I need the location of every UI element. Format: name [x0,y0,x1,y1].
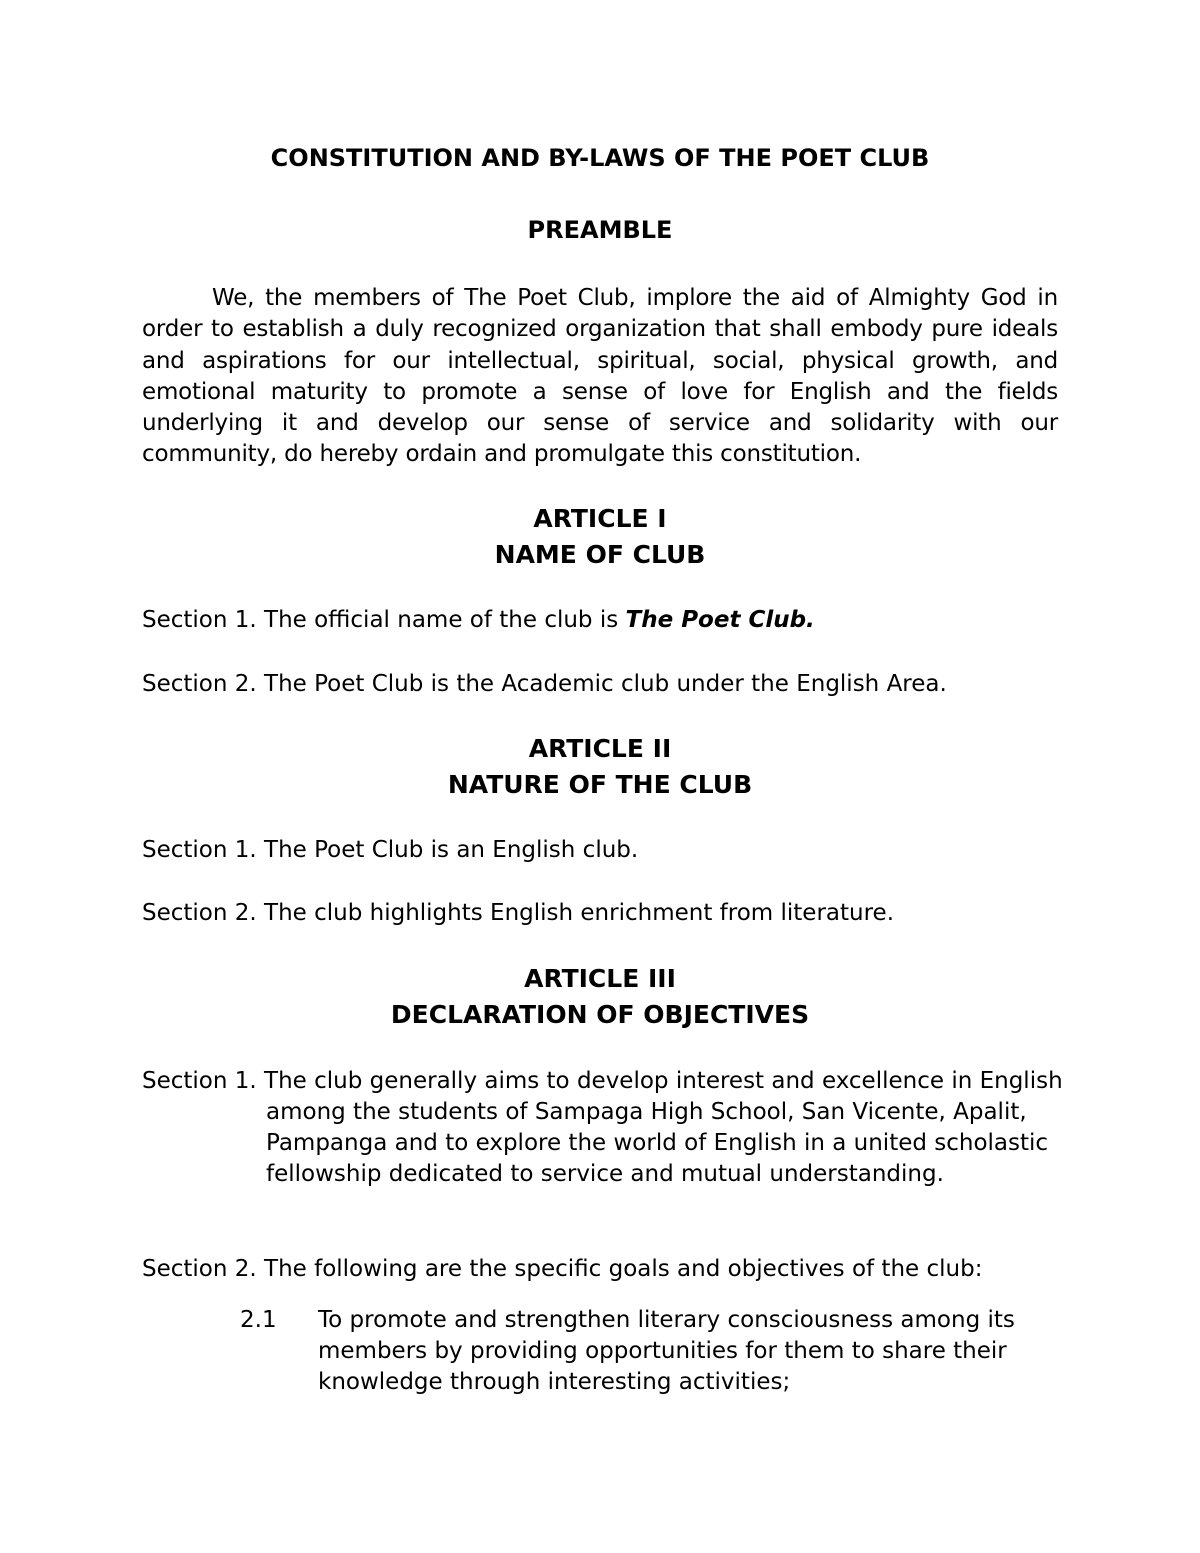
article-2-heading [142,731,1058,803]
article-1-title: NAME OF CLUB [494,540,706,569]
goal-text: To promote and strengthen literary consciousness among its members by providing opportunities for them to share their knowledge through interesting activities; [318,1307,1015,1395]
article-2-number: ARTICLE II [528,734,672,763]
article-1-section-2: Section 2. The Poet Club is the Academic club under the English Area. [142,671,947,697]
article-1-section-1 [142,605,1058,636]
goal-number: 2.1 [240,1307,277,1333]
article-3-heading [142,961,1058,1033]
article-2-title: NATURE OF THE CLUB [447,770,753,799]
article-3-title: DECLARATION OF OBJECTIVES [390,1000,810,1029]
article-2-section-2: Section 2. The club highlights English enrichment from literature. [142,900,895,926]
article-1-section-1-text: Section 1. The official name of the club is [142,607,626,633]
preamble-text: We, the members of The Poet Club, implore the aid of Almighty God in order to establish a duly recognized organization that shall embody pure ideals and aspirations for our intellectual, spiritual, social, physical growth, and emotional maturity to promote a sense of love for English and the fields underlying it and develop our sense of service and solidarity with our community, do hereby ordain and promulgate this constitution. [142,285,1058,468]
document-title: CONSTITUTION AND BY-LAWS OF THE POET CLUB [270,144,930,172]
article-1-number: ARTICLE I [533,504,667,533]
article-3-section-2: Section 2. The following are the specific goals and objectives of the club: [142,1256,983,1282]
article-2-section-1: Section 1. The Poet Club is an English club. [142,837,639,863]
article-3-section-1: Section 1. The club generally aims to develop interest and excellence in English among the students of Sampaga High School, San Vicente, Apalit, Pampanga and to explore the world of English in a united scholastic fellowship dedicated to service and mutual understanding. [142,1068,1063,1187]
preamble-heading: PREAMBLE [527,216,673,244]
article-3-number: ARTICLE III [524,964,676,993]
club-name-emphasis: The Poet Club. [625,607,815,633]
article-1-heading [142,501,1058,573]
